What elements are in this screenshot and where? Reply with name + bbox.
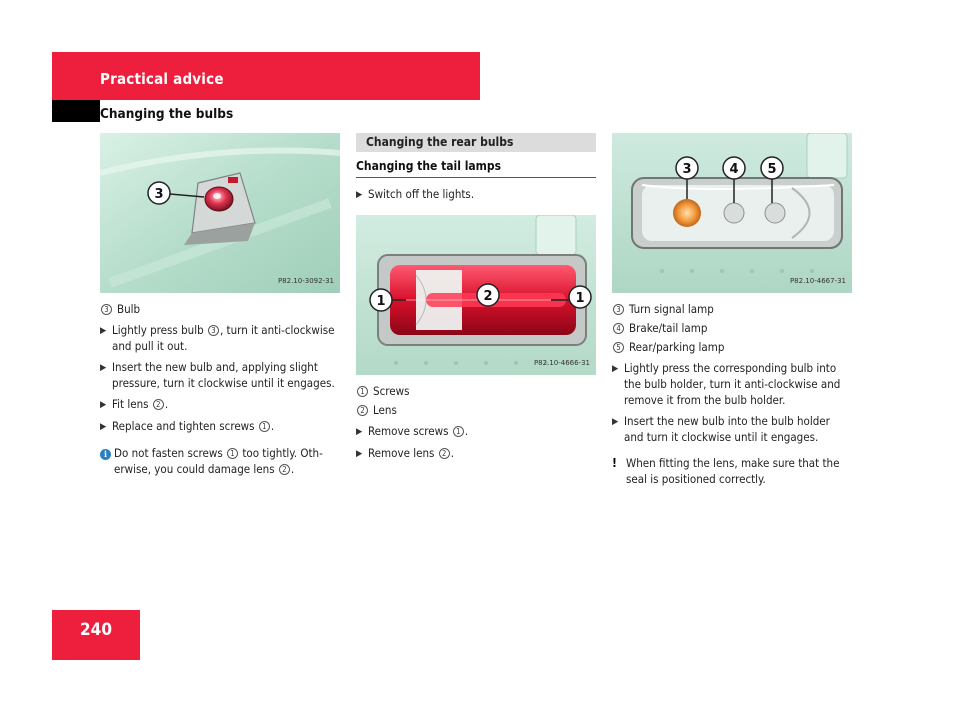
instruction-step: ▶ Fit lens 2 . (100, 397, 169, 411)
callout-number: 5 (613, 342, 624, 353)
subsection-heading: Changing the tail lamps (356, 152, 596, 178)
photo-callout: 3 (154, 187, 164, 202)
legend-item (612, 339, 852, 355)
column-1 (100, 133, 340, 477)
arrow-icon: ▶ (356, 449, 363, 459)
legend (100, 301, 340, 317)
arrow-icon: ▶ (100, 326, 107, 336)
warning-icon: ! (612, 456, 617, 470)
legend-label: Rear/parking lamp (629, 340, 725, 354)
callout-number: 2 (153, 399, 164, 410)
photo-code: P82.10-4666-31 (533, 359, 590, 367)
callout-number: 1 (357, 386, 368, 397)
callout-number: 2 (279, 464, 290, 475)
bulb-holder-photo (612, 133, 852, 293)
photo-code: P82.10-4667-31 (789, 277, 846, 285)
photo-callout: 5 (767, 162, 777, 177)
page-number: 240 (80, 620, 112, 640)
legend (356, 383, 596, 418)
photo-code: P82.10-3092-31 (277, 277, 334, 285)
callout-number: 3 (208, 325, 219, 336)
arrow-icon: ▶ (356, 190, 363, 200)
callout-number: 1 (227, 448, 238, 459)
photo-callout: 3 (682, 162, 692, 177)
section-title: Practical advice (100, 70, 224, 88)
legend-label: Lens (373, 403, 397, 417)
legend-item (612, 301, 852, 317)
photo-callout: 1 (376, 294, 386, 309)
arrow-icon: ▶ (100, 363, 107, 373)
instruction-step: ▶ Lightly press the corresponding bulb into the bulb holder, turn it anti-clockwise and remove it from the bulb holder. (612, 361, 841, 407)
legend-item (100, 301, 340, 317)
section-heading: Changing the rear bulbs (356, 133, 596, 152)
photo-callout: 1 (575, 291, 585, 306)
photo-callout: 4 (729, 162, 739, 177)
instruction-step: ▶ Insert the new bulb and, applying slight pressure, turn it clockwise until it engages. (100, 360, 335, 390)
legend-label: Bulb (117, 302, 141, 316)
callout-number: 1 (259, 421, 270, 432)
legend (612, 301, 852, 355)
header-tab (52, 100, 100, 122)
legend-item (356, 383, 596, 399)
page-subtitle: Changing the bulbs (100, 106, 234, 122)
arrow-icon: ▶ (612, 364, 619, 374)
instruction-step: ▶ Replace and tighten screws 1 . (100, 419, 275, 433)
legend-item (612, 320, 852, 336)
callout-number: 4 (613, 323, 624, 334)
instruction-step: ▶ Switch off the lights. (356, 187, 475, 201)
instruction-step: ▶ Remove lens 2 . (356, 446, 454, 460)
instruction-step: ▶ Insert the new bulb into the bulb holder and turn it clockwise until it engages. (612, 414, 830, 444)
tail-lamp-photo (356, 215, 596, 375)
bulb-photo (100, 133, 340, 293)
arrow-icon: ▶ (100, 400, 107, 410)
legend-label: Brake/tail lamp (629, 321, 708, 335)
legend-label: Screws (373, 384, 410, 398)
arrow-icon: ▶ (100, 422, 107, 432)
callout-number: 3 (613, 304, 624, 315)
photo-callout: 2 (483, 289, 493, 304)
info-icon: i (100, 449, 111, 460)
legend-item (356, 402, 596, 418)
warning-note: ! When fitting the lens, make sure that the seal is positioned correctly. (612, 456, 840, 486)
callout-number: 3 (101, 304, 112, 315)
info-note: i Do not fasten screws 1 too tightly. Oth-erwise, you could damage lens 2 . (100, 445, 340, 477)
callout-number: 2 (357, 405, 368, 416)
arrow-icon: ▶ (356, 427, 363, 437)
column-3 (612, 133, 852, 487)
arrow-icon: ▶ (612, 417, 619, 427)
callout-number: 1 (453, 426, 464, 437)
instruction-step: ▶ Lightly press bulb 3 , turn it anti-clockwise and pull it out. (100, 323, 335, 353)
page-number-box (52, 610, 140, 660)
column-2 (356, 133, 596, 462)
callout-number: 2 (439, 448, 450, 459)
instruction-step: ▶ Remove screws 1 . (356, 424, 469, 438)
legend-label: Turn signal lamp (629, 302, 714, 316)
